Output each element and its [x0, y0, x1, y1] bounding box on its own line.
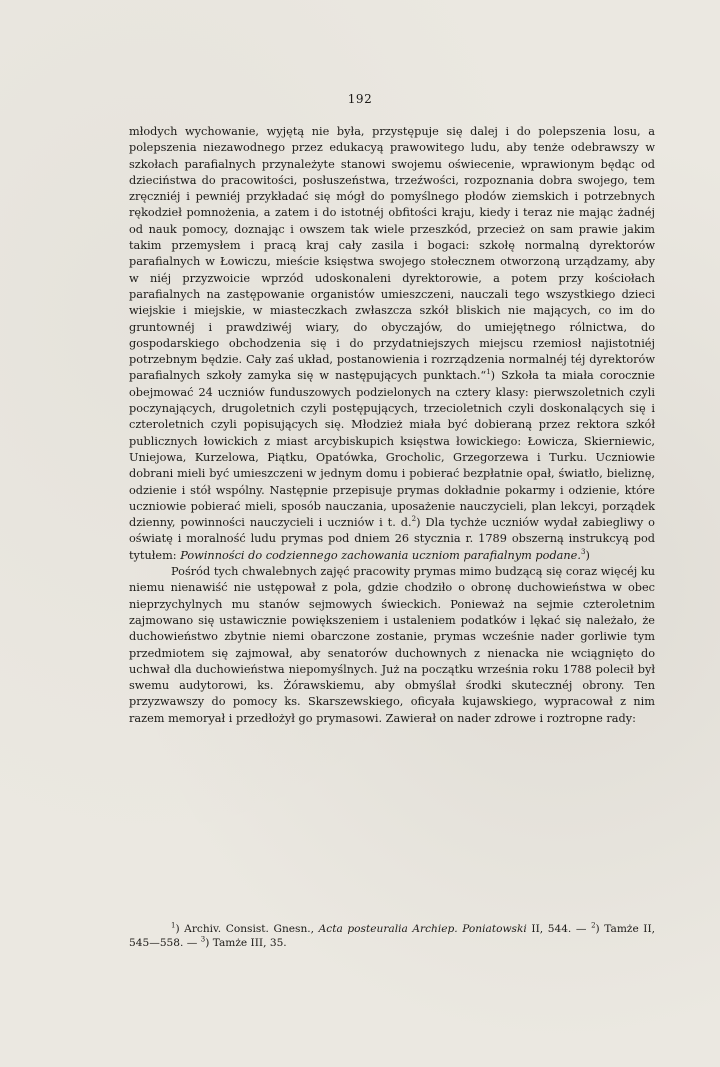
- footnote-ref-1: 1: [486, 368, 491, 377]
- footnote-number-2: 2: [591, 921, 596, 930]
- footnote-1-text: ) Archiv. Consist. Gnesn.,: [175, 923, 315, 935]
- footnotes: [129, 922, 655, 950]
- paragraph-1-text-after: ) Dla tychże uczniów wydał zabiegliwy o oświatę i moralność ludu prymas pod dniem 26 stycznia r. 1789 obszerną instrukcyą pod tytułem:: [129, 516, 655, 562]
- page-number: 192: [347, 92, 373, 106]
- paragraph-1-end: ): [585, 548, 590, 562]
- footnote-ref-3: 3: [580, 547, 586, 556]
- footnote-ref-2: 2: [411, 515, 417, 524]
- paragraph-1: [129, 124, 655, 564]
- paragraph-2: Pośród tych chwalebnych zajęć pracowity prymas mimo budzącą się coraz więcéj ku niemu nienawiść nie ustępował z pola, gdzie chodziło o obronę duchowieństwa w obec nieprzychylnych mu stanów sejmowych świeckich. Ponieważ na sejmie czteroletnim zajmowano się ustawicznie powiększeniem i ustaleniem podatków i lękać się należało, że duchowieństwo zbytnie niemi obarczone zostanie, prymas wcześnie nader gorliwie tym przedmiotem się zajmował, aby senatorów duchownych z nienacka nie wciągnięto do uchwał dla duchowieństwa niepomyślnych. Już na początku września roku 1788 polecił był swemu audytorowi, ks. Żórawskiemu, aby obmyślał środki skutecznéj obrony. Ten przyzwawszy do pomocy ks. Skarszewskiego, oficyała kujawskiego, wypracował z nim razem memoryał i przedłożył go prymasowi. Zawierał on nader zdrowe i roztropne rady:: [129, 565, 655, 725]
- instruction-title: Powinności do codziennego zachowania uczniom parafialnym podane.: [180, 548, 581, 562]
- footnote-1-title: Acta posteuralia Archiep. Poniatowski: [318, 923, 527, 935]
- footnote-number-1: 1: [171, 921, 176, 930]
- footnote-2-text: ) Tamże II, 545—558. —: [129, 923, 656, 949]
- paragraph-1-text: młodych wychowanie, wyjętą nie była, przystępuje się dalej i do polepszenia losu, a polepszenia niezawodnego przez edukacyą prawowitego ludu, aby tenże odebrawszy w szkołach parafialnych przynależyte stanowi swojemu oświecenie, wprawionym będąc od dzieciństwa do pracowitości, posłuszeństwa, trzeźwości, rozpoznania dobra swojego, tem zręczniéj i pewniéj przykładać się mógł do pomyślnego płodów ziemskich i potrzebnych rękodzieł pomnożenia, a zatem i do istotnéj obfitości kraju, kiedy i teraz nie mając żadnéj od nauk pomocy, doznając i owszem tak wiele przeszkód, przecież on sam prawie jakim takim przemysłem i pracą kraj cały zasila i bogaci: szkołę normalną dyrektorów parafialnych w Łowiczu, mieście księstwa swojego stołecznem otworzoną urządzamy, aby w niéj przyzwoicie wprzód udoskonaleni dyrektorowie, a potem przy kościołach parafialnych na zastępowanie organistów umieszczeni, nauczali tego wszystkiego dzieci wiejskie i miejskie, w miasteczkach zwłaszcza szkół bliskich nie mających, co im do gruntownéj i prawdziwéj wiary, do obyczajów, do umiejętnego rólnictwa, do gospodarskiego obchodzenia się i do przydatniejszych miejscu rzemiosł najistotniéj potrzebnym będzie. Cały zaś układ, postanowienia i rozrządzenia normalnéj téj dyrektorów parafialnych szkoły zamyka się w następujących punktach.“: [129, 125, 655, 383]
- footnote-1-ref: II, 544. —: [531, 923, 587, 935]
- paragraph-1-text-middle: ) Szkoła ta miała corocznie obejmować 24 uczniów funduszowych podzielonych na cztery klasy: pierwszoletnich czyli poczynających, drugoletnich czyli postępujących, trzecioletnich czyli doskonalących się i czteroletnich czyli popisujących się. Młodzież miała być dobieraną przez rektora szkół publicznych łowickich z miast arcybiskupich księstwa łowickiego: Łowicza, Skierniewic, Uniejowa, Kurzelowa, Piątku, Opatówka, Grocholic, Grzegorzewa i Turku. Uczniowie dobrani mieli być umieszczeni w jednym domu i pobierać bezpłatnie opał, światło, bieliznę, odzienie i stół wspólny. Następnie przepisuje prymas dokładnie pokarmy i odzienie, które uczniowie pobierać mieli, sposób nauczania, uposażenie nauczycieli, plan lekcyi, porządek dzienny, powinności nauczycieli i uczniów i t. d.: [129, 369, 655, 530]
- footnote-3-text: ) Tamże III, 35.: [205, 937, 287, 949]
- footnote-number-3: 3: [200, 935, 206, 944]
- body-text: [129, 124, 655, 727]
- footnote-line: [129, 922, 655, 950]
